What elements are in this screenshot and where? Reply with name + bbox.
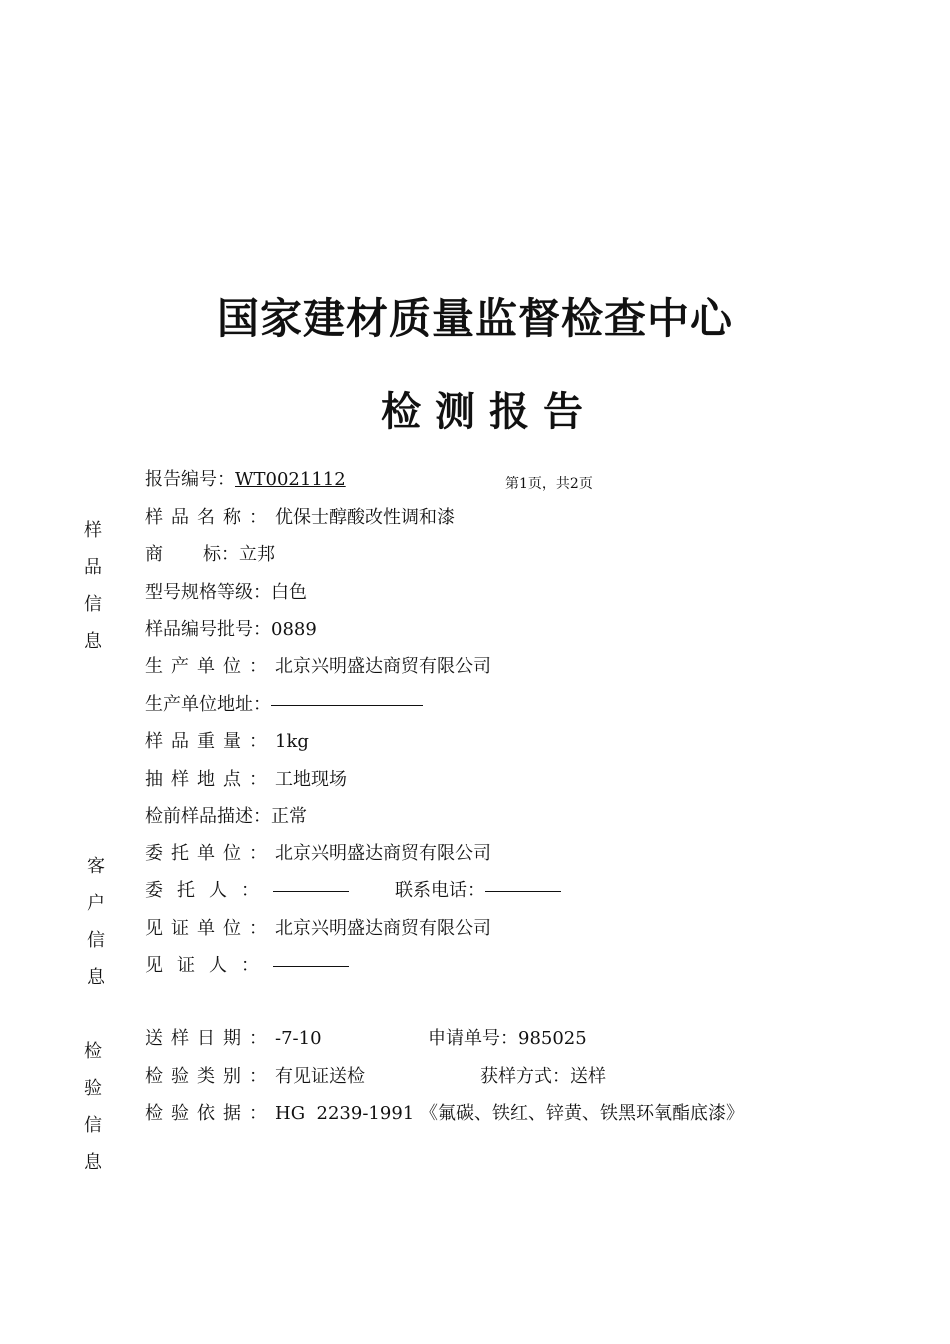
basis-row bbox=[145, 1102, 744, 1126]
model-value: 白色 bbox=[271, 582, 307, 603]
side-label-sample: 样 品 信 息 bbox=[84, 520, 102, 652]
phone-row bbox=[395, 879, 561, 903]
request-no-label: 申请单号： bbox=[428, 1028, 518, 1049]
page-info: 第1页，共2页 bbox=[505, 476, 593, 492]
brand-row bbox=[145, 543, 275, 567]
obtain-method-value: 送样 bbox=[570, 1066, 606, 1087]
sampling-place-row bbox=[145, 768, 347, 792]
request-no-row bbox=[428, 1027, 587, 1051]
basis-value: HG 2239-1991 《氟碳、铁红、锌黄、铁黑环氧酯底漆》 bbox=[275, 1103, 744, 1124]
org-title: 国家建材质量监督检查中心 bbox=[216, 294, 733, 343]
entrust-unit-value: 北京兴明盛达商贸有限公司 bbox=[275, 843, 491, 864]
phone-blank-line bbox=[485, 891, 561, 892]
producer-addr-label: 生产单位地址： bbox=[145, 694, 271, 715]
entrust-person-blank-line bbox=[273, 891, 349, 892]
category-row bbox=[145, 1065, 365, 1089]
brand-value: 立邦 bbox=[239, 544, 275, 565]
witness-person-blank-line bbox=[273, 966, 349, 967]
sample-name-label: 样品名称： bbox=[145, 507, 275, 528]
producer-addr-row bbox=[145, 693, 423, 717]
category-label: 检验类别： bbox=[145, 1066, 275, 1087]
batch-value: 0889 bbox=[271, 619, 317, 640]
producer-addr-blank-line bbox=[271, 705, 423, 706]
producer-row bbox=[145, 655, 491, 679]
weight-value: 1kg bbox=[275, 731, 309, 752]
obtain-method-label: 获样方式： bbox=[480, 1066, 570, 1087]
pre-desc-value: 正常 bbox=[271, 806, 307, 827]
phone-label: 联系电话： bbox=[395, 880, 485, 901]
entrust-person-label: 委托人： bbox=[145, 880, 273, 901]
pre-desc-label: 检前样品描述： bbox=[145, 806, 271, 827]
send-date-row bbox=[145, 1027, 322, 1051]
report-no-label: 报告编号： bbox=[145, 469, 235, 490]
sampling-place-label: 抽样地点： bbox=[145, 769, 275, 790]
report-no-row bbox=[145, 468, 346, 492]
witness-unit-value: 北京兴明盛达商贸有限公司 bbox=[275, 918, 491, 939]
sampling-place-value: 工地现场 bbox=[275, 769, 347, 790]
pre-desc-row bbox=[145, 805, 307, 829]
batch-row bbox=[145, 618, 317, 642]
entrust-unit-row bbox=[145, 842, 491, 866]
entrust-unit-label: 委托单位： bbox=[145, 843, 275, 864]
send-date-label: 送样日期： bbox=[145, 1028, 275, 1049]
report-title: 检测报告 bbox=[381, 389, 597, 435]
entrust-person-row bbox=[145, 879, 349, 903]
witness-unit-label: 见证单位： bbox=[145, 918, 275, 939]
brand-label-b: 标： bbox=[203, 544, 239, 565]
category-value: 有见证送检 bbox=[275, 1066, 365, 1087]
sample-name-row bbox=[145, 506, 455, 530]
producer-value: 北京兴明盛达商贸有限公司 bbox=[275, 656, 491, 677]
sample-name-value: 优保士醇酸改性调和漆 bbox=[275, 507, 455, 528]
side-label-inspection: 检 验 信 息 bbox=[84, 1041, 102, 1173]
weight-label: 样品重量： bbox=[145, 731, 275, 752]
producer-label: 生产单位： bbox=[145, 656, 275, 677]
request-no-value: 985025 bbox=[518, 1028, 587, 1049]
witness-person-row bbox=[145, 954, 349, 978]
send-date-value: -7-10 bbox=[275, 1028, 322, 1049]
model-label: 型号规格等级： bbox=[145, 582, 271, 603]
side-label-client: 客 户 信 息 bbox=[87, 856, 105, 988]
model-row bbox=[145, 581, 307, 605]
brand-label-a: 商 bbox=[145, 544, 163, 565]
witness-unit-row bbox=[145, 917, 491, 941]
weight-row bbox=[145, 730, 309, 754]
basis-label: 检验依据： bbox=[145, 1103, 275, 1124]
report-no-value: WT0021112 bbox=[235, 469, 346, 490]
obtain-method-row bbox=[480, 1065, 606, 1089]
batch-label: 样品编号批号： bbox=[145, 619, 271, 640]
witness-person-label: 见证人： bbox=[145, 955, 273, 976]
